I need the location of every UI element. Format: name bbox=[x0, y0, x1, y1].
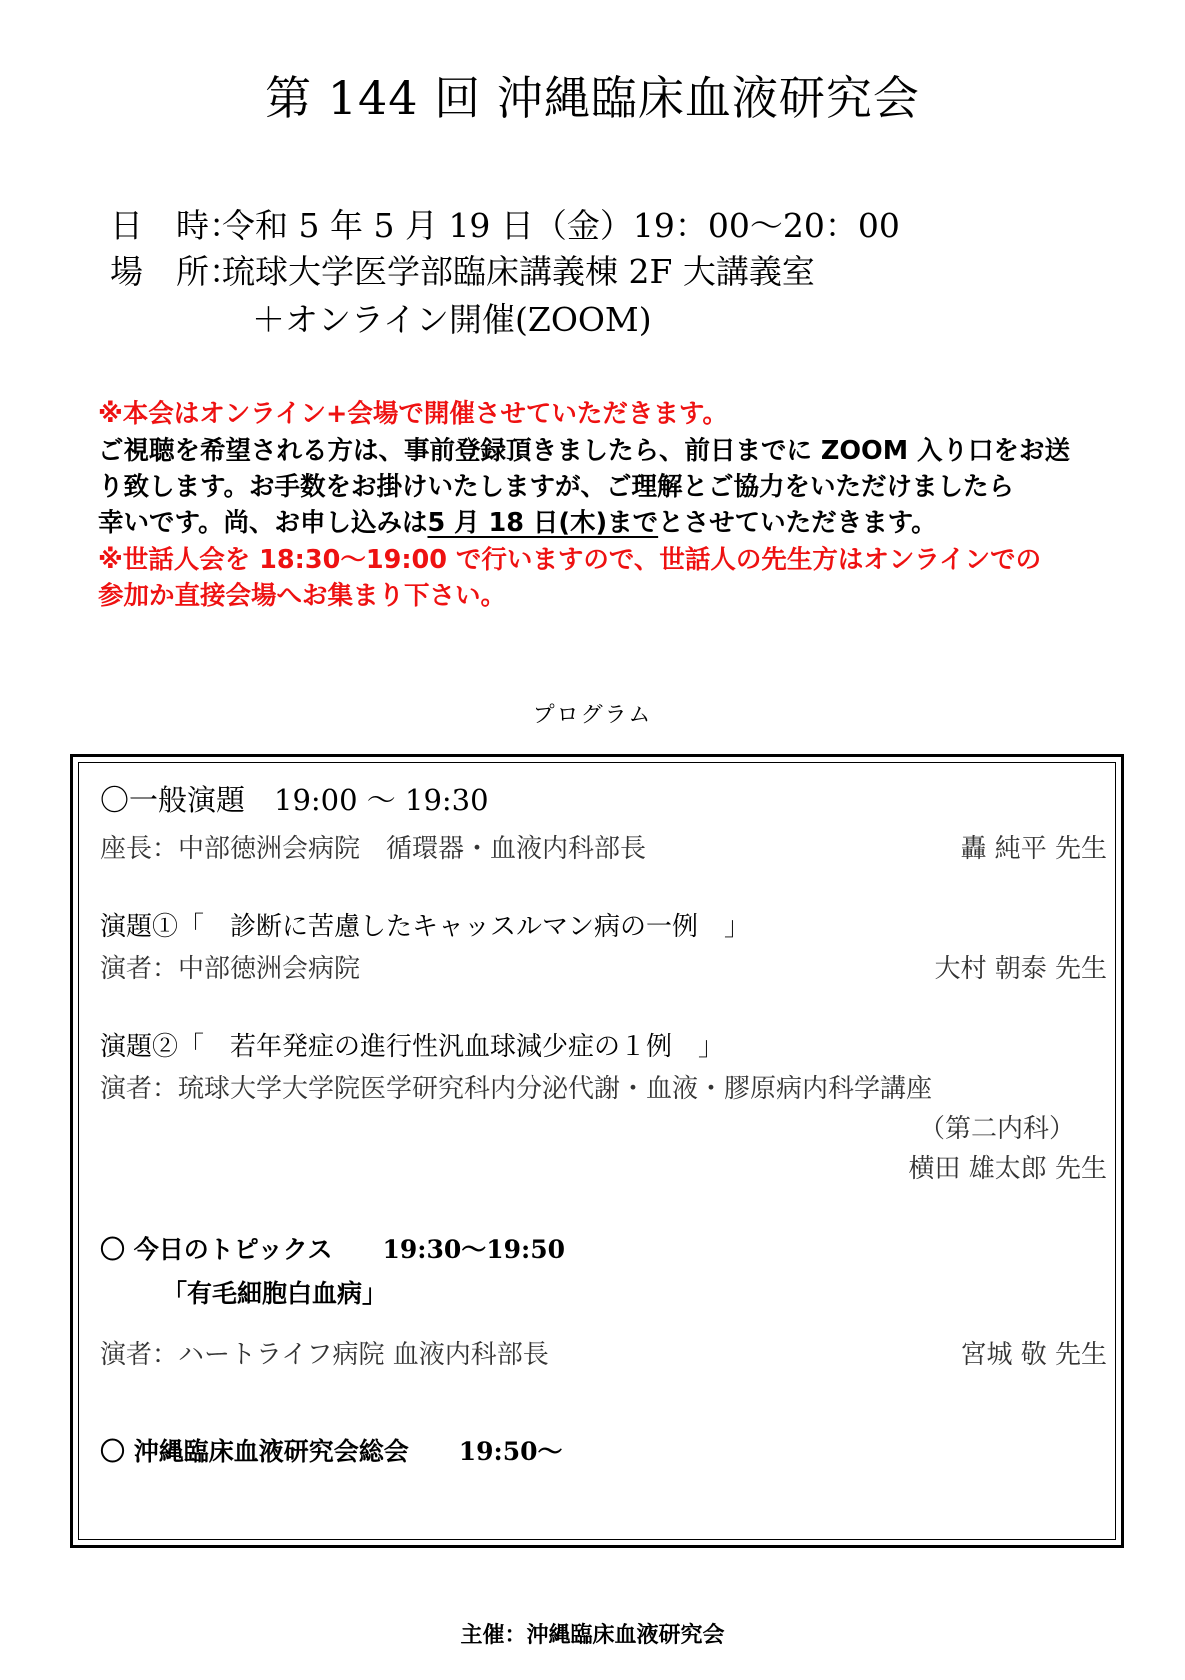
place-label: 場 所： bbox=[110, 252, 242, 291]
date-value: 令和 5 年 5 月 19 日（金）19：00～20：00 bbox=[222, 206, 900, 245]
talk-1-speaker: 演者：中部徳洲会病院 bbox=[100, 954, 361, 984]
notice-line-4-post: とさせていただきます。 bbox=[658, 508, 937, 538]
date-row bbox=[110, 200, 900, 247]
notice-line-4 bbox=[98, 503, 937, 539]
place-row bbox=[110, 246, 815, 293]
talk-1-name: 大村 朝泰 先生 bbox=[934, 954, 1107, 984]
notice-line-5: ※世話人会を 18:30～19:00 で行いますので、世話人の先生方はオンラインでの bbox=[98, 545, 1042, 575]
program-heading: プログラム bbox=[532, 703, 653, 728]
chair-name: 轟 純平 先生 bbox=[960, 834, 1107, 864]
topics-name: 宮城 敬 先生 bbox=[960, 1340, 1107, 1370]
notice-line-6: 参加か直接会場へお集まり下さい。 bbox=[98, 581, 507, 611]
talk-1-title: 演題①「 診断に苦慮したキャッスルマン病の一例 」 bbox=[100, 912, 751, 942]
talk-2-speaker: 演者：琉球大学大学院医学研究科内分泌代謝・血液・膠原病内科学講座 bbox=[100, 1074, 933, 1104]
topics-subject: 「有毛細胞白血病」 bbox=[162, 1279, 388, 1308]
chair-text: 座長：中部徳洲会病院 循環器・血液内科部長 bbox=[100, 834, 647, 864]
talk-2-title: 演題②「 若年発症の進行性汎血球減少症の１例 」 bbox=[100, 1032, 725, 1062]
notice-line-4-pre: 幸いです。尚、お申し込みは bbox=[98, 508, 428, 538]
date-label: 日 時： bbox=[110, 206, 242, 245]
topics-title: 〇 今日のトピックス 19:30～19:50 bbox=[100, 1235, 566, 1264]
page-title: 第 144 回 沖縄臨床血液研究会 bbox=[265, 71, 920, 125]
organizer-footer: 主催：沖縄臨床血液研究会 bbox=[460, 1623, 725, 1648]
place-value-online: ＋オンライン開催(ZOOM) bbox=[252, 300, 652, 339]
place-value: 琉球大学医学部臨床講義棟 2F 大講義室 bbox=[222, 252, 815, 291]
notice-line-3: り致します。お手数をお掛けいたしますが、ご理解とご協力をいただけましたら bbox=[98, 472, 1014, 502]
topics-speaker: 演者：ハートライフ病院 血液内科部長 bbox=[100, 1340, 549, 1370]
talk-2-name: 横田 雄太郎 先生 bbox=[908, 1154, 1107, 1184]
talk-2-dept: （第二内科） bbox=[918, 1114, 1075, 1144]
general-session-title: 〇一般演題 19:00 ～ 19:30 bbox=[100, 783, 489, 817]
notice-line-1: ※本会はオンライン+会場で開催させていただきます。 bbox=[98, 399, 728, 429]
registration-deadline: 5 月 18 日(木)まで bbox=[427, 508, 659, 538]
general-meeting-title: 〇 沖縄臨床血液研究会総会 19:50～ bbox=[100, 1437, 563, 1466]
notice-line-2: ご視聴を希望される方は、事前登録頂きましたら、前日までに ZOOM 入り口をお送 bbox=[98, 436, 1070, 466]
